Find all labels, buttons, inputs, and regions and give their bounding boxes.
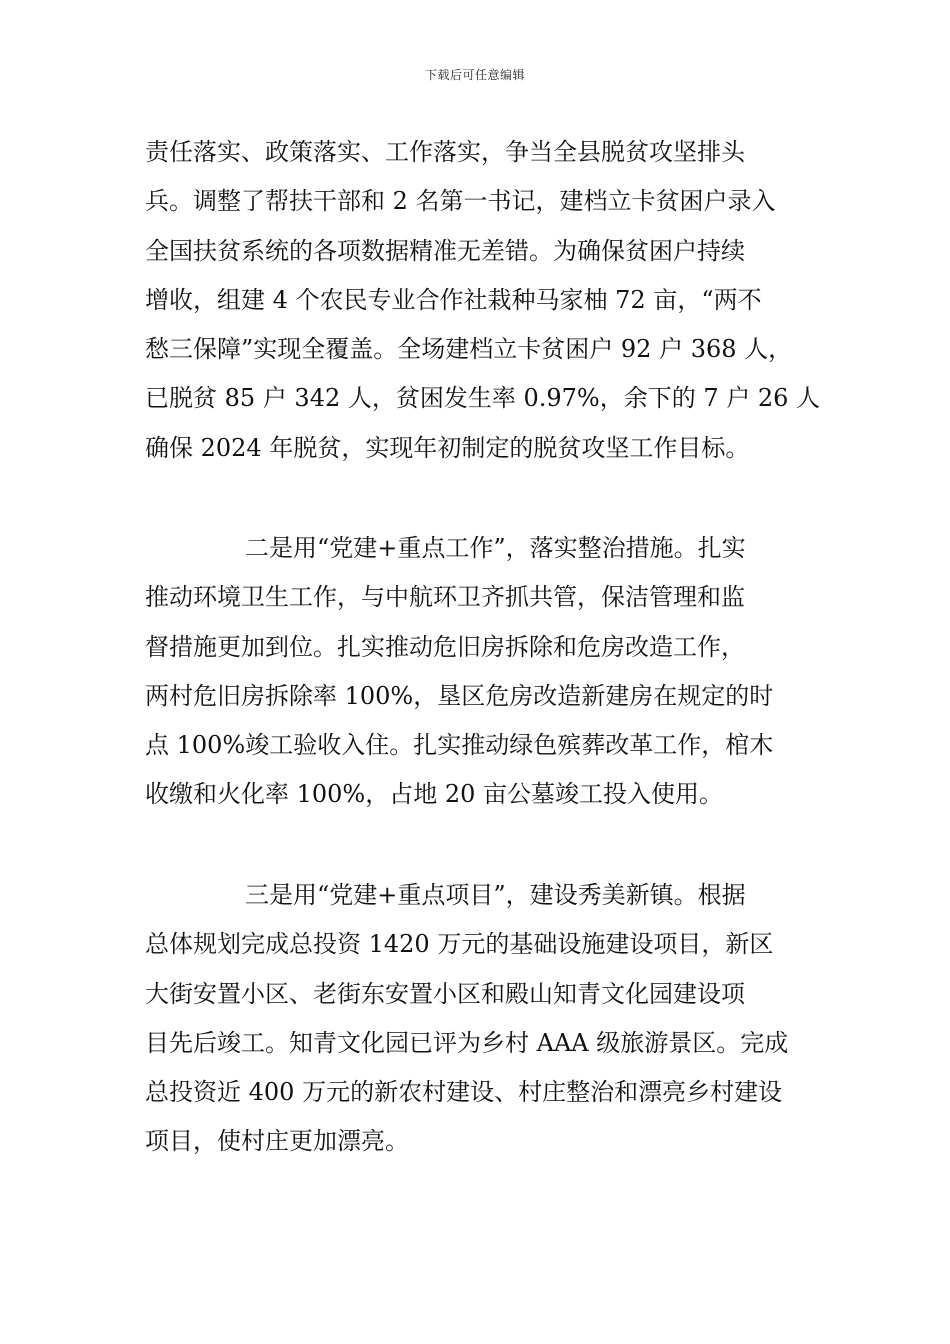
- paragraph-1: [145, 128, 821, 473]
- paragraph-line: 目先后竣工。知青文化园已评为乡村 AAA 级旅游景区。完成: [145, 1028, 789, 1057]
- paragraph-line: 责任落实、政策落实、工作落实，争当全县脱贫攻坚排头: [145, 138, 745, 166]
- paragraph-3: [145, 871, 815, 1167]
- paragraph-line: 二是用“党建+重点工作”，落实整治措施。扎实: [245, 534, 746, 562]
- paragraph-line: 点 100%竣工验收入住。扎实推动绿色殡葬改革工作，棺木: [145, 731, 774, 760]
- paragraph-line: 两村危旧房拆除率 100%，垦区危房改造新建房在规定的时: [145, 681, 774, 710]
- paragraph-line: 增收，组建 4 个农民专业合作社栽种马家柚 72 亩，“两不: [145, 285, 762, 314]
- paragraph-line: 兵。调整了帮扶干部和 2 名第一书记，建档立卡贫困户录入: [145, 187, 776, 216]
- paragraph-line: 总体规划完成总投资 1420 万元的基础设施建设项目，新区: [145, 930, 774, 959]
- paragraph-line: 收缴和火化率 100%，占地 20 亩公墓竣工投入使用。: [145, 780, 724, 809]
- paragraph-line: 三是用“党建+重点项目”，建设秀美新镇。根据: [245, 881, 746, 909]
- paragraph-line: 大街安置小区、老街东安置小区和殿山知青文化园建设项: [145, 979, 745, 1008]
- paragraph-line: 督措施更加到位。扎实推动危旧房拆除和危房改造工作，: [145, 632, 745, 661]
- header-note: 下载后可任意编辑: [424, 68, 525, 82]
- paragraph-line: 项目，使村庄更加漂亮。: [145, 1127, 409, 1156]
- paragraph-line: 推动环境卫生工作，与中航环卫齐抓共管，保洁管理和监: [145, 583, 745, 612]
- paragraph-line: 已脱贫 85 户 342 人，贫困发生率 0.97%，余下的 7 户 26 人: [145, 384, 821, 413]
- paragraph-line: 全国扶贫系统的各项数据精准无差错。为确保贫困户持续: [145, 236, 745, 265]
- paragraph-line: 总投资近 400 万元的新农村建设、村庄整治和漂亮乡村建设: [145, 1078, 783, 1107]
- paragraph-2: [145, 524, 815, 820]
- paragraph-line: 确保 2024 年脱贫，实现年初制定的脱贫攻坚工作目标。: [145, 433, 750, 462]
- paragraph-line: 愁三保障”实现全覆盖。全场建档立卡贫困户 92 户 368 人，: [145, 335, 793, 364]
